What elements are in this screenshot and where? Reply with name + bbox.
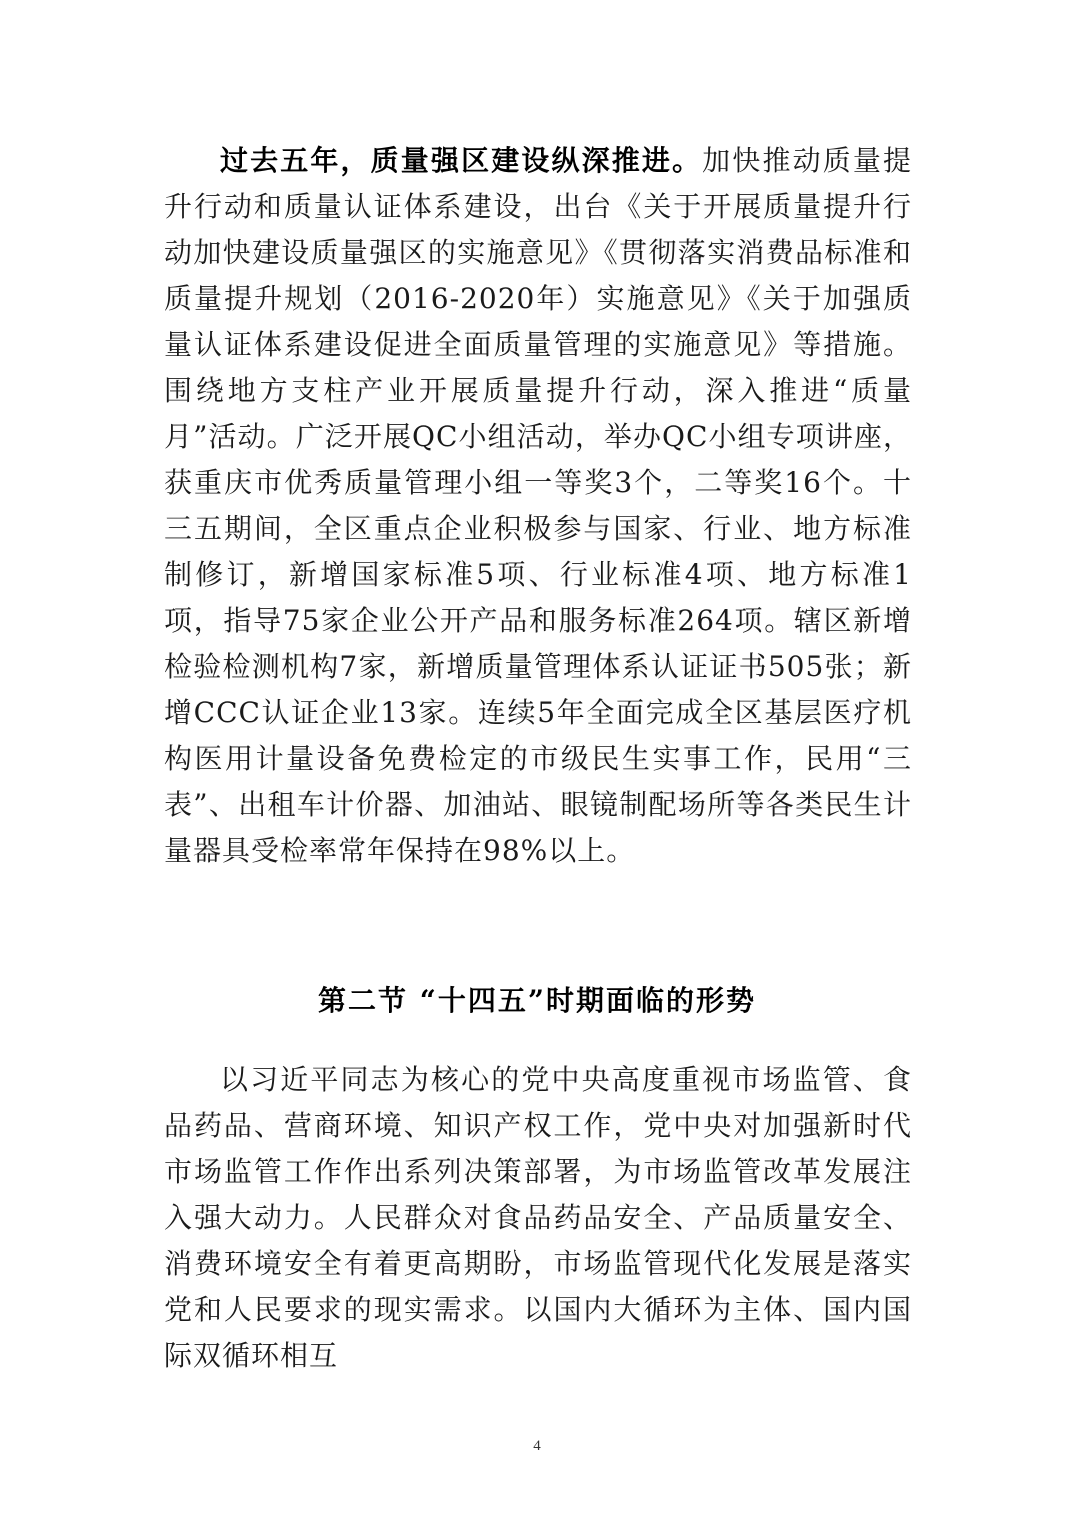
paragraph-lead: 过去五年，质量强区建设纵深推进。 <box>220 144 703 177</box>
section-heading: 第二节 “十四五”时期面临的形势 <box>318 984 756 1017</box>
paragraph-body: 加快推动质量提升行动和质量认证体系建设，出台《关于开展质量提升行动加快建设质量强区的实施意见》《贯彻落实消费品标准和质量提升规划（2016-2020年）实施意见》《关于加强质量认证体系建设促进全面质量管理的实施意见》等措施。围绕地方支柱产业开展质量提升行动，深入推进“质量月”活动。广泛开展QC小组活动，举办QC小组专项讲座，获重庆市优秀质量管理小组一等奖3个，二等奖16个。十三五期间，全区重点企业积极参与国家、行业、地方标准制修订，新增国家标准5项、行业标准4项、地方标准1项，指导75家企业公开产品和服务标准264项。辖区新增检验检测机构7家，新增质量管理体系认证证书505张；新增CCC认证企业13家。连续5年全面完成全区基层医疗机构医用计量设备免费检定的市级民生实事工作，民用“三表”、出租车计价器、加油站、眼镜制配场所等各类民生计量器具受检率常年保持在98%以上。 <box>164 144 912 867</box>
paragraph-quality-progress <box>164 138 912 874</box>
page-number: 4 <box>533 1438 541 1454</box>
paragraph-situation: 以习近平同志为核心的党中央高度重视市场监管、食品药品、营商环境、知识产权工作，党中央对加强新时代市场监管工作作出系列决策部署，为市场监管改革发展注入强大动力。人民群众对食品药品安全、产品质量安全、消费环境安全有着更高期盼，市场监管现代化发展是落实党和人民要求的现实需求。以国内大循环为主体、国内国际双循环相互 <box>164 1063 912 1372</box>
